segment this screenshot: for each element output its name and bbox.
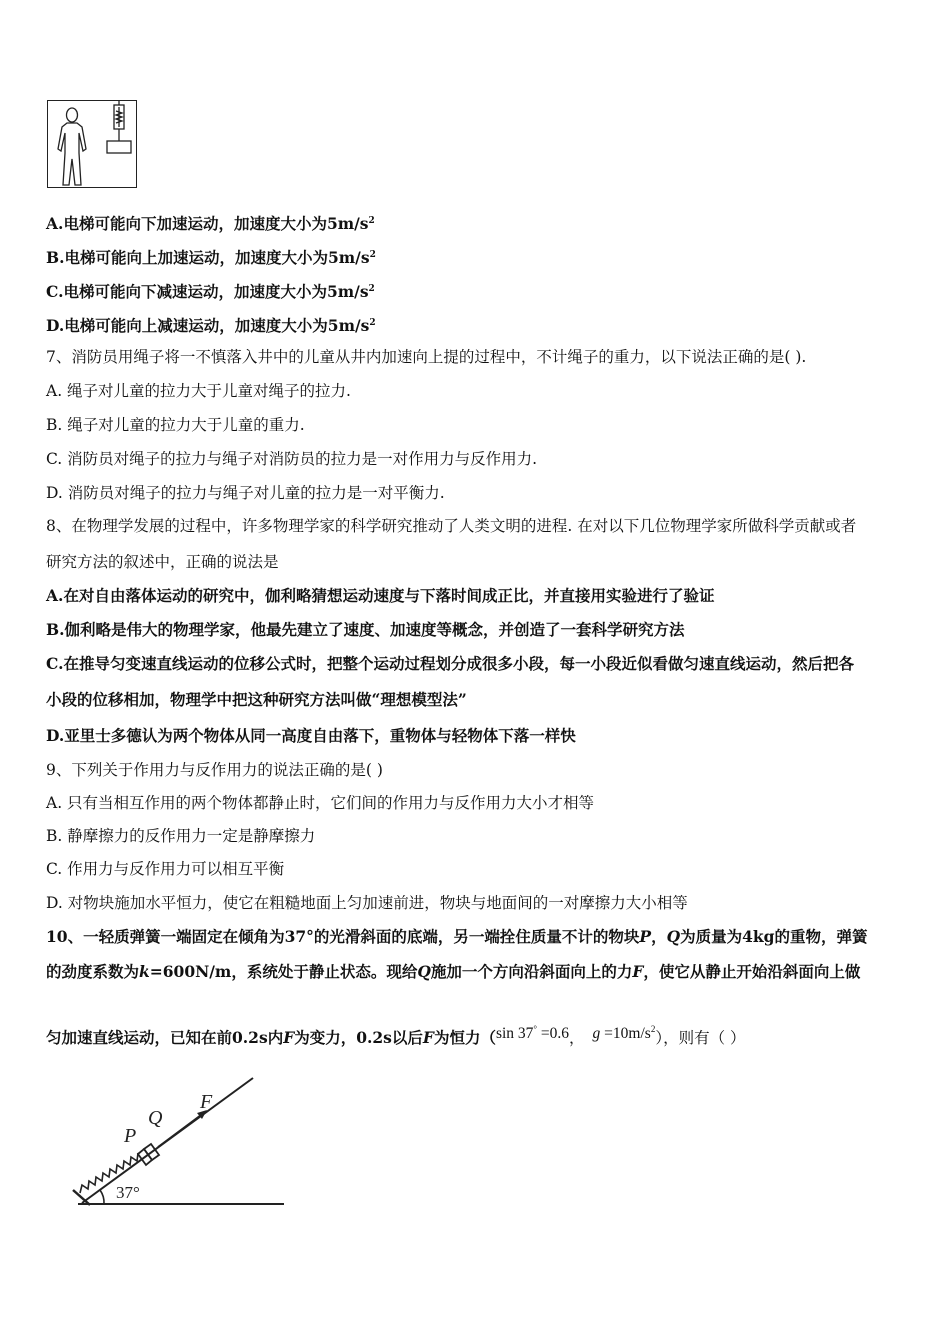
elevator-figure [47,100,137,188]
q6-option-b: B.电梯可能向上加速运动，加速度大小为$5m/s^2$ [46,248,376,267]
q8-option-a: A.在对自由落体运动的研究中，伽利略猜想运动速度与下落时间成正比，并直接用实验进行了验证 [46,586,715,605]
angle-arc [100,1190,104,1204]
person-head-icon [67,108,78,122]
q7-option-a: A. 绳子对儿童的拉力大于儿童对绳子的拉力. [46,382,351,400]
q6-option-a: A.电梯可能向下加速运动，加速度大小为$5m/s^2$ [46,214,375,233]
q9-option-a: A. 只有当相互作用的两个物体都静止时，它们间的作用力与反作用力大小才相等 [46,794,595,812]
q9-option-c: C. 作用力与反作用力可以相互平衡 [46,860,285,878]
q6-option-c: C.电梯可能向下减速运动，加速度大小为$5m/s^2$ [46,282,375,301]
q8-stem-line1: 8、在物理学发展的过程中，许多物理学家的科学研究推动了人类文明的进程. 在对以下几位物理学家所做科学贡献或者 [46,517,857,535]
g-expression: $g =10m/s^2$ [592,1024,656,1042]
q10-line3: 匀加速直线运动，已知在前0.2s内F为变力，0.2s以后F为恒力（sin 37° =0.6， $g =10m/s^2$），则有（ ） [46,1024,746,1047]
person-body-icon [58,123,86,185]
q8-option-b: B.伽利略是伟大的物理学家，他最先建立了速度、加速度等概念，并创造了一套科学研究方法 [46,620,685,639]
angle-label: 37° [116,1183,140,1202]
q7-stem: 7、消防员用绳子将一不慎落入井中的儿童从井内加速向上提的过程中，不计绳子的重力，以下说法正确的是( ). [46,348,807,366]
incline-spring-figure [60,1072,295,1212]
q10-line1: 10、一轻质弹簧一端固定在倾角为37°的光滑斜面的底端，另一端拴住质量不计的物块P，Q为质量为4kg的重物，弹簧 [46,927,868,946]
q9-option-d: D. 对物块施加水平恒力，使它在粗糙地面上匀加速前进，物块与地面间的一对摩擦力大小相等 [46,894,688,912]
weight-block-icon [107,141,131,153]
q8-option-d: D.亚里士多德认为两个物体从同一高度自由落下，重物体与轻物体下落一样快 [46,726,576,745]
q8-stem-line2: 研究方法的叙述中，正确的说法是 [46,553,279,571]
q6-option-d: D.电梯可能向上减速运动，加速度大小为$5m/s^2$ [46,316,376,335]
label-p: P [124,1125,137,1147]
person-scale-illustration [48,101,136,187]
q9-stem: 9、下列关于作用力与反作用力的说法正确的是( ) [46,761,383,779]
q9-option-b: B. 静摩擦力的反作用力一定是静摩擦力 [46,827,316,845]
label-f: F [200,1091,213,1113]
sin-expression: sin 37° =0.6 [495,1024,570,1042]
q7-option-b: B. 绳子对儿童的拉力大于儿童的重力. [46,416,305,434]
label-q: Q [148,1107,163,1129]
q10-line2: 的劲度系数为k=600N/m，系统处于静止状态。现给Q施加一个方向沿斜面向上的力F，使它从静止开始沿斜面向上做 [46,962,861,981]
q8-option-c: C.在推导匀变速直线运动的位移公式时，把整个运动过程划分成很多小段，每一小段近似看做匀速直线运动，然后把各 [46,654,854,673]
q8-option-c-cont: 小段的位移相加，物理学中把这种研究方法叫做“理想模型法” [46,690,467,709]
q7-option-d: D. 消防员对绳子的拉力与绳子对儿童的拉力是一对平衡力. [46,484,445,502]
q7-option-c: C. 消防员对绳子的拉力与绳子对消防员的拉力是一对作用力与反作用力. [46,450,538,468]
force-arrow [158,1112,205,1147]
